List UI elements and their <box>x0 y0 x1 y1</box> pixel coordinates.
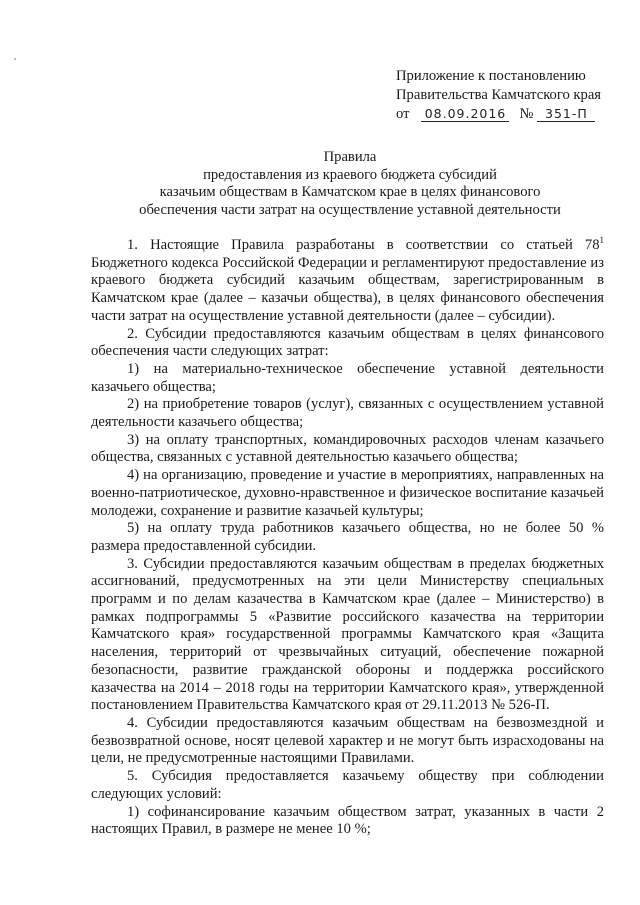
document-title <box>80 149 620 219</box>
paragraph-1-start: 1. Настоящие Правила разработаны в соответствии со статьей 78 <box>127 237 600 253</box>
appendix-line-2: Правительства Камчатского края <box>396 87 602 103</box>
title-line-4: обеспечения части затрат на осуществление уставной деятельности <box>139 201 561 218</box>
paragraph-5: 5. Субсидия предоставляется казачьему обществу при соблюдении следующих условий: <box>91 768 604 802</box>
paragraph-1-rest: Бюджетного кодекса Российской Федерации и регламентируют предоставление из краевого бюджета субсидий казачьим обществам, зарегистрированным в Камчатском крае (далее – казачьи общества), в целях финансового обеспечения части затрат на осуществление уставной деятельности (далее – субсидии). <box>91 254 604 324</box>
appendix-line-1: Приложение к постановлению <box>396 68 586 84</box>
paragraph-2: 2. Субсидии предоставляются казачьим обществам в целях финансового обеспечения части следующих затрат: <box>91 325 604 360</box>
resolution-number: 351-П <box>537 107 595 122</box>
scan-speck <box>14 58 16 60</box>
article-superscript: 1 <box>599 235 604 246</box>
title-line-1: Правила <box>323 149 377 165</box>
resolution-date: 08.09.2016 <box>421 107 509 122</box>
paragraph-4: 4. Субсидии предоставляются казачьим обществам на безвозмездной и безвозвратной основе, носят целевой характер и не могут быть израсходованы на цели, не предусмотренные настоящими Правилами. <box>91 714 604 767</box>
appendix-header <box>396 67 626 124</box>
paragraph-5-item-1: 1) софинансирование казачьим обществом затрат, указанных в части 2 настоящих Правил, в размере не менее 10 %; <box>91 803 604 838</box>
paragraph-3: 3. Субсидии предоставляются казачьим обществам в пределах бюджетных ассигнований, предусмотренных на эти цели Министерству специальных программ и по делам казачества в Камчатском крае (далее – Министерство) в рамках подпрограммы 5 «Развитие российского казачества на территории Камчатского края» государственной программы Камчатского края «Защита населения, территорий от чрезвычайных ситуаций, обеспечение пожарной безопасности, развитие гражданской обороны и поддержка российского казачества на 2014 – 2018 годы на территории Камчатского края», утвержденной постановлением Правительства Камчатского края от 29.11.2013 № 526-П. <box>91 555 604 714</box>
title-line-2: предоставления из краевого бюджета субсидий <box>203 166 497 183</box>
number-sign: № <box>519 106 534 122</box>
paragraph-2-item-2: 2) на приобретение товаров (услуг), связанных с осуществлением уставной деятельности казачьего общества; <box>91 396 604 431</box>
appendix-date-line <box>396 105 626 124</box>
paragraph-2-item-4: 4) на организацию, проведение и участие в мероприятиях, направленных на военно-патриотическое, духовно-нравственное и физическое воспитание казачьей молодежи, сохранение и развитие казачьей культуры; <box>91 467 604 519</box>
paragraph-1 <box>91 237 604 326</box>
paragraph-2-item-1: 1) на материально-техническое обеспечение уставной деятельности казачьего общества; <box>91 360 604 395</box>
paragraph-2-item-3: 3) на оплату транспортных, командировочных расходов членам казачьего общества, связанных с уставной деятельностью казачьего общества; <box>91 431 604 466</box>
from-label: от <box>396 106 410 122</box>
paragraph-2-item-5: 5) на оплату труда работников казачьего общества, но не более 50 % размера предоставленной субсидии. <box>91 520 604 554</box>
title-line-3: казачьим обществам в Камчатском крае в целях финансового <box>159 184 541 201</box>
document-body <box>91 237 604 839</box>
